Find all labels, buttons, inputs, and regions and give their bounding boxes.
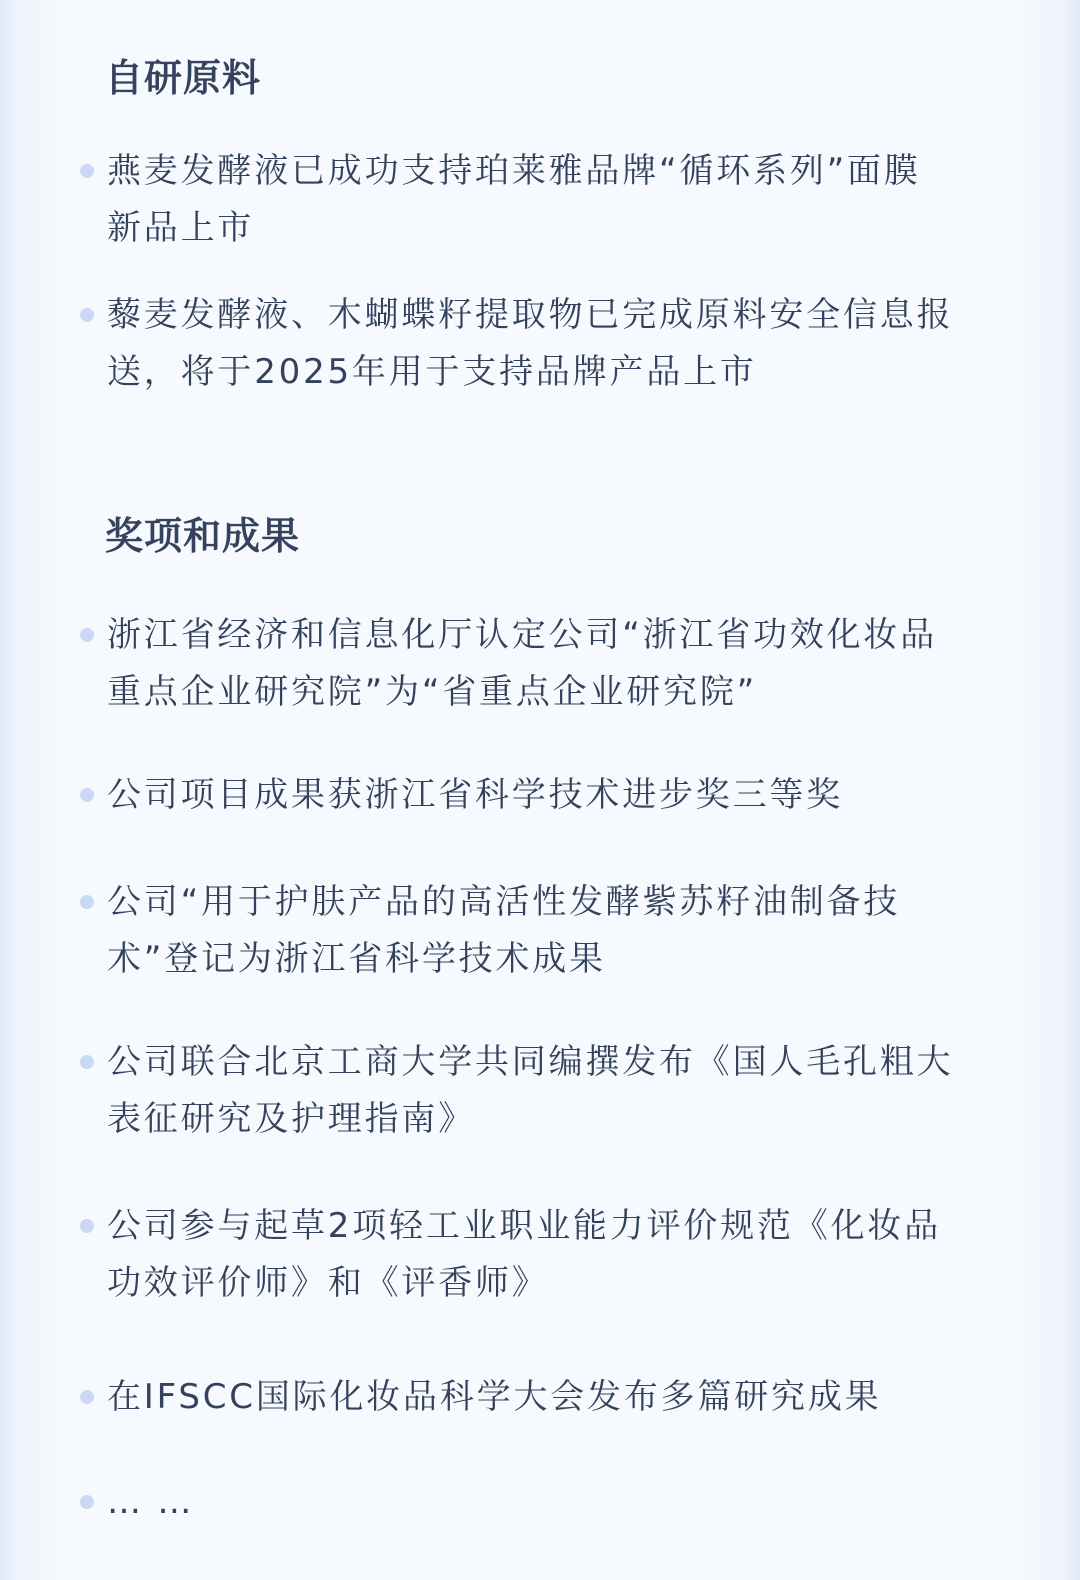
bullet-dot-icon — [80, 164, 94, 178]
list-item-text: 公司项目成果获浙江省科学技术进步奖三等奖 — [107, 775, 843, 815]
section-title: 自研原料 — [105, 56, 262, 100]
bullet-dot-icon — [80, 1390, 94, 1404]
list-item-text: 在IFSCC国际化妆品科学大会发布多篇研究成果 — [107, 1377, 882, 1417]
list-item-text: 公司参与起草2项轻工业职业能力评价规范《化妆品 功效评价师》和《评香师》 — [107, 1206, 942, 1303]
list-item-text: 燕麦发酵液已成功支持珀莱雅品牌“循环系列”面膜 新品上市 — [107, 151, 921, 248]
list-item-text: 藜麦发酵液、木蝴蝶籽提取物已完成原料安全信息报 送，将于2025年用于支持品牌产品上市 — [107, 295, 954, 392]
list-item-text: 浙江省经济和信息化厅认定公司“浙江省功效化妆品 重点企业研究院”为“省重点企业研究院” — [107, 615, 938, 712]
bullet-dot-icon — [80, 1055, 94, 1069]
list-item-text: 公司联合北京工商大学共同编撰发布《国人毛孔粗大 表征研究及护理指南》 — [107, 1042, 954, 1139]
list-item-text: 公司“用于护肤产品的高活性发酵紫苏籽油制备技 术”登记为浙江省科学技术成果 — [107, 882, 901, 979]
bullet-dot-icon — [80, 1219, 94, 1233]
bullet-dot-icon — [80, 628, 94, 642]
list-item-text: … … — [107, 1482, 195, 1522]
bullet-dot-icon — [80, 1495, 94, 1509]
section-title: 奖项和成果 — [105, 514, 301, 558]
bullet-dot-icon — [80, 308, 94, 322]
bullet-dot-icon — [80, 788, 94, 802]
bullet-dot-icon — [80, 895, 94, 909]
